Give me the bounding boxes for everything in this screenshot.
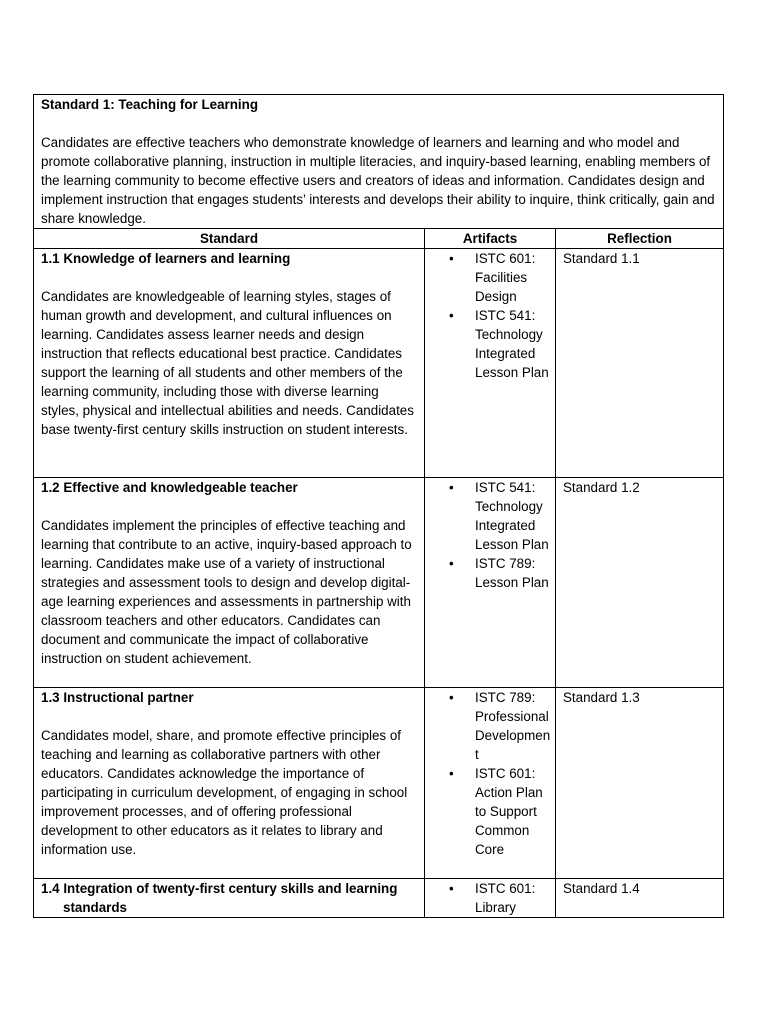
artifacts-cell xyxy=(425,478,556,688)
standard-cell xyxy=(34,688,425,879)
artifacts-cell xyxy=(425,879,556,918)
standard-description: Candidates are knowledgeable of learning styles, stages of human growth and development, and cultural influences on learning. Candidates assess learner needs and design instruction that reflects educational best practice. Candidates support the learning of all students and other members of the learning community, including those with diverse learning styles, physical and intellectual abilities and needs. Candidates base twenty-first century skills instruction on student interests. xyxy=(41,289,414,437)
standard-title: 1.2 Effective and knowledgeable teacher xyxy=(41,480,298,495)
reflection-cell: Standard 1.3 xyxy=(556,688,724,879)
standard-title-line: standards xyxy=(63,900,127,915)
artifact-item: • ISTC 601: Facilities Design xyxy=(449,249,551,306)
column-header-artifacts: Artifacts xyxy=(425,229,556,249)
standard-cell xyxy=(34,249,425,478)
standard-description: Candidates implement the principles of effective teaching and learning that contribute to an active, inquiry-based approach to learning. Candidates make use of a variety of instructional strategies and assessment tools to design and develop digital-age learning experiences and assessments in partnership with classroom teachers and other educators. Candidates can document and communicate the impact of collaborative instruction on student achievement. xyxy=(41,518,412,666)
artifact-item: • ISTC 789: Lesson Plan xyxy=(449,554,551,592)
artifact-item: • ISTC 601: Library xyxy=(449,879,551,917)
standard-description: Candidates model, share, and promote effective principles of teaching and learning as collaborative partners with other educators. Candidates acknowledge the importance of participating in curriculum development, of engaging in school improvement processes, and of offering professional development to other educators as it relates to library and information use. xyxy=(41,728,408,857)
standard-title xyxy=(41,879,418,917)
reflection-cell: Standard 1.4 xyxy=(556,879,724,918)
standards-table xyxy=(33,94,724,918)
standard-title-line: 1.4 Integration of twenty-first century skills and learning xyxy=(41,881,398,896)
reflection-cell: Standard 1.1 xyxy=(556,249,724,478)
artifact-item: • ISTC 601: Action Plan to Support Common Core xyxy=(449,764,551,859)
column-header-standard: Standard xyxy=(34,229,425,249)
table-row xyxy=(34,249,724,478)
intro-cell xyxy=(34,95,724,229)
table-row xyxy=(34,478,724,688)
table-row xyxy=(34,879,724,918)
artifacts-cell xyxy=(425,688,556,879)
artifacts-list xyxy=(449,249,551,382)
standard-heading: Standard 1: Teaching for Learning xyxy=(41,97,259,112)
artifacts-list xyxy=(449,688,551,859)
artifacts-list xyxy=(449,879,551,917)
standard-cell xyxy=(34,879,425,918)
standard-title: 1.3 Instructional partner xyxy=(41,690,194,705)
table-row xyxy=(34,688,724,879)
artifact-item: • ISTC 541: Technology Integrated Lesson Plan xyxy=(449,306,551,382)
artifacts-cell xyxy=(425,249,556,478)
standard-cell xyxy=(34,478,425,688)
reflection-cell: Standard 1.2 xyxy=(556,478,724,688)
intro-row xyxy=(34,95,724,229)
header-row xyxy=(34,229,724,249)
artifact-item: • ISTC 789: Professional Development xyxy=(449,688,551,764)
column-header-reflection: Reflection xyxy=(556,229,724,249)
artifact-item: • ISTC 541: Technology Integrated Lesson Plan xyxy=(449,478,551,554)
artifacts-list xyxy=(449,478,551,592)
standard-intro-text: Candidates are effective teachers who demonstrate knowledge of learners and learning and who model and promote collaborative planning, instruction in multiple literacies, and inquiry-based learning, enabling members of the learning community to become effective users and creators of ideas and information. Candidates design and implement instruction that engages students’ interests and develops their ability to inquire, think critically, gain and share knowledge. xyxy=(41,135,715,226)
standard-title: 1.1 Knowledge of learners and learning xyxy=(41,251,291,266)
